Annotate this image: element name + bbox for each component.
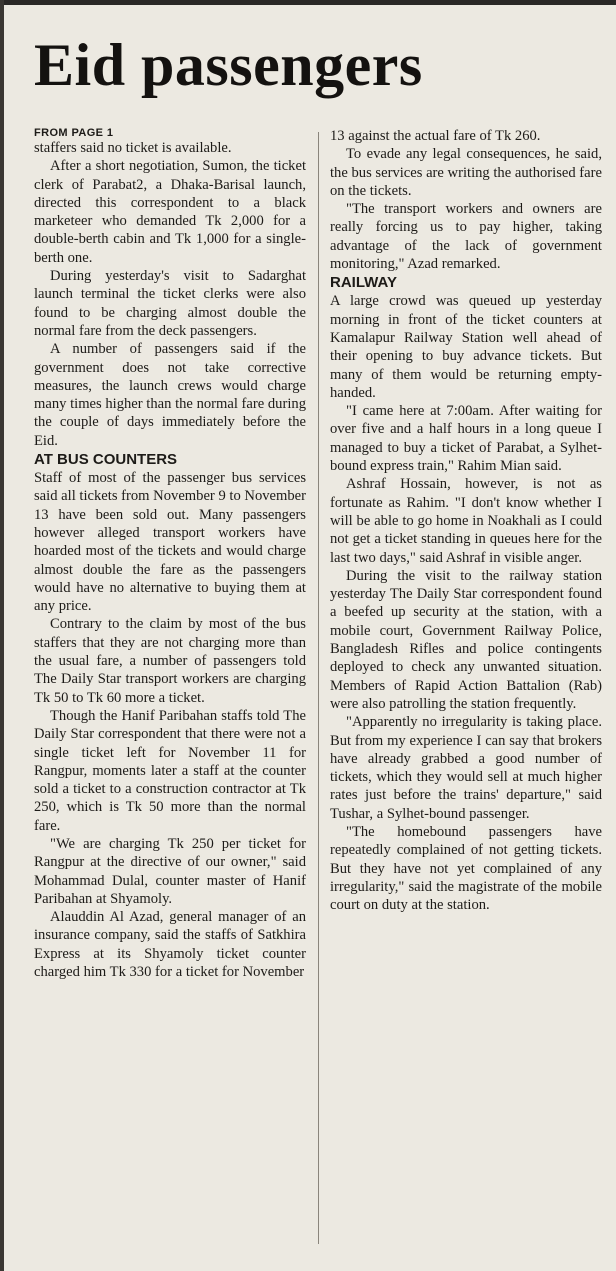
body-paragraph: "Apparently no irregularity is taking place. But from my experience I can say that brokers have already grabbed a good number of tickets, which they would sell at much higher rates just before the trains' departure," said Tushar, a Sylhet-bound passenger.: [330, 714, 602, 822]
subhead-bus-counters: AT BUS COUNTERS: [34, 451, 178, 469]
headline: Eid passengers: [34, 32, 423, 98]
body-paragraph: "The transport workers and owners are really forcing us to pay higher, taking advantage of the lack of government monitoring," Azad remarked.: [330, 201, 602, 273]
right-column: [330, 127, 602, 914]
left-column: [34, 127, 306, 981]
body-paragraph: 13 against the actual fare of Tk 260.: [330, 128, 541, 144]
top-border-rule: [0, 0, 616, 5]
body-paragraph: During the visit to the railway station yesterday The Daily Star correspondent found a beefed up security at the station, with a mobile court, Government Railway Police, Bangladesh Rifles and police contingents deployed to check any unwanted situation. Members of Rapid Action Battalion (Rab) were also patrolling the station frequently.: [330, 567, 602, 712]
body-paragraph: Staff of most of the passenger bus services said all tickets from November 9 to November 13 have been sold out. Many passengers however alleged transport workers have hoarded most of the tickets and would charge almost double the fare as the passengers would have no alternative to buying them at any price.: [34, 470, 306, 615]
body-paragraph: "I came here at 7:00am. After waiting for over five and a half hours in a long queue I managed to buy a ticket of Parabat, a Sylhet-bound express train," Rahim Mian said.: [330, 403, 602, 475]
body-paragraph: "The homebound passengers have repeatedly complained of not getting tickets. But they have not yet complained of any irregularity," said the magistrate of the mobile court on duty at the station.: [330, 823, 602, 914]
body-paragraph: Ashraf Hossain, however, is not as fortunate as Rahim. "I don't know whether I will be able to go home in Noakhali as I could not get a ticket standing in queues here for the last two days," said Ashraf in visible anger.: [330, 476, 602, 566]
subhead-railway: RAILWAY: [330, 274, 397, 292]
body-paragraph: Contrary to the claim by most of the bus staffers that they are not charging more than the usual fare, a number of passengers told The Daily Star transport workers are charging Tk 50 to Tk 60 more a ticket.: [34, 616, 306, 706]
body-paragraph: Though the Hanif Paribahan staffs told The Daily Star correspondent that there were not a single ticket left for November 11 for Rangpur, moments later a staff at the counter sold a ticket to a construction contractor at Tk 250, which is Tk 50 more than the normal fare.: [34, 707, 306, 834]
kicker: FROM PAGE 1: [34, 127, 114, 139]
body-paragraph: "We are charging Tk 250 per ticket for Rangpur at the directive of our owner," said Mohammad Dulal, counter master of Hanif Paribahan at Shyamoly.: [34, 835, 306, 907]
body-paragraph: During yesterday's visit to Sadarghat launch terminal the ticket clerks were also found to be charging almost double the normal fare from the deck passengers.: [34, 268, 306, 339]
body-paragraph: staffers said no ticket is available.: [34, 140, 232, 156]
body-paragraph: After a short negotiation, Sumon, the ticket clerk of Parabat2, a Dhaka-Barisal launch, directed this correspondent to a black marketeer who demanded Tk 2,000 for a double-berth cabin and Tk 1,000 for a single-berth one.: [34, 158, 306, 266]
body-paragraph: Alauddin Al Azad, general manager of an insurance company, said the staffs of Satkhira Express at its Shyamoly ticket counter charged him Tk 330 for a ticket for November: [34, 909, 306, 981]
body-paragraph: A number of passengers said if the government does not take corrective measures, the launch crews would charge many times higher than the normal fare during the couple of days immediately before the Eid.: [34, 341, 306, 449]
body-paragraph: To evade any legal consequences, he said, the bus services are writing the authorised fare on the tickets.: [330, 146, 602, 199]
left-border-rule: [0, 0, 4, 1271]
body-paragraph: A large crowd was queued up yesterday morning in front of the ticket counters at Kamalapur Railway Station well ahead of their opening to buy advance tickets. But many of them would be returning empty-handed.: [330, 293, 602, 401]
column-divider: [318, 132, 319, 1244]
